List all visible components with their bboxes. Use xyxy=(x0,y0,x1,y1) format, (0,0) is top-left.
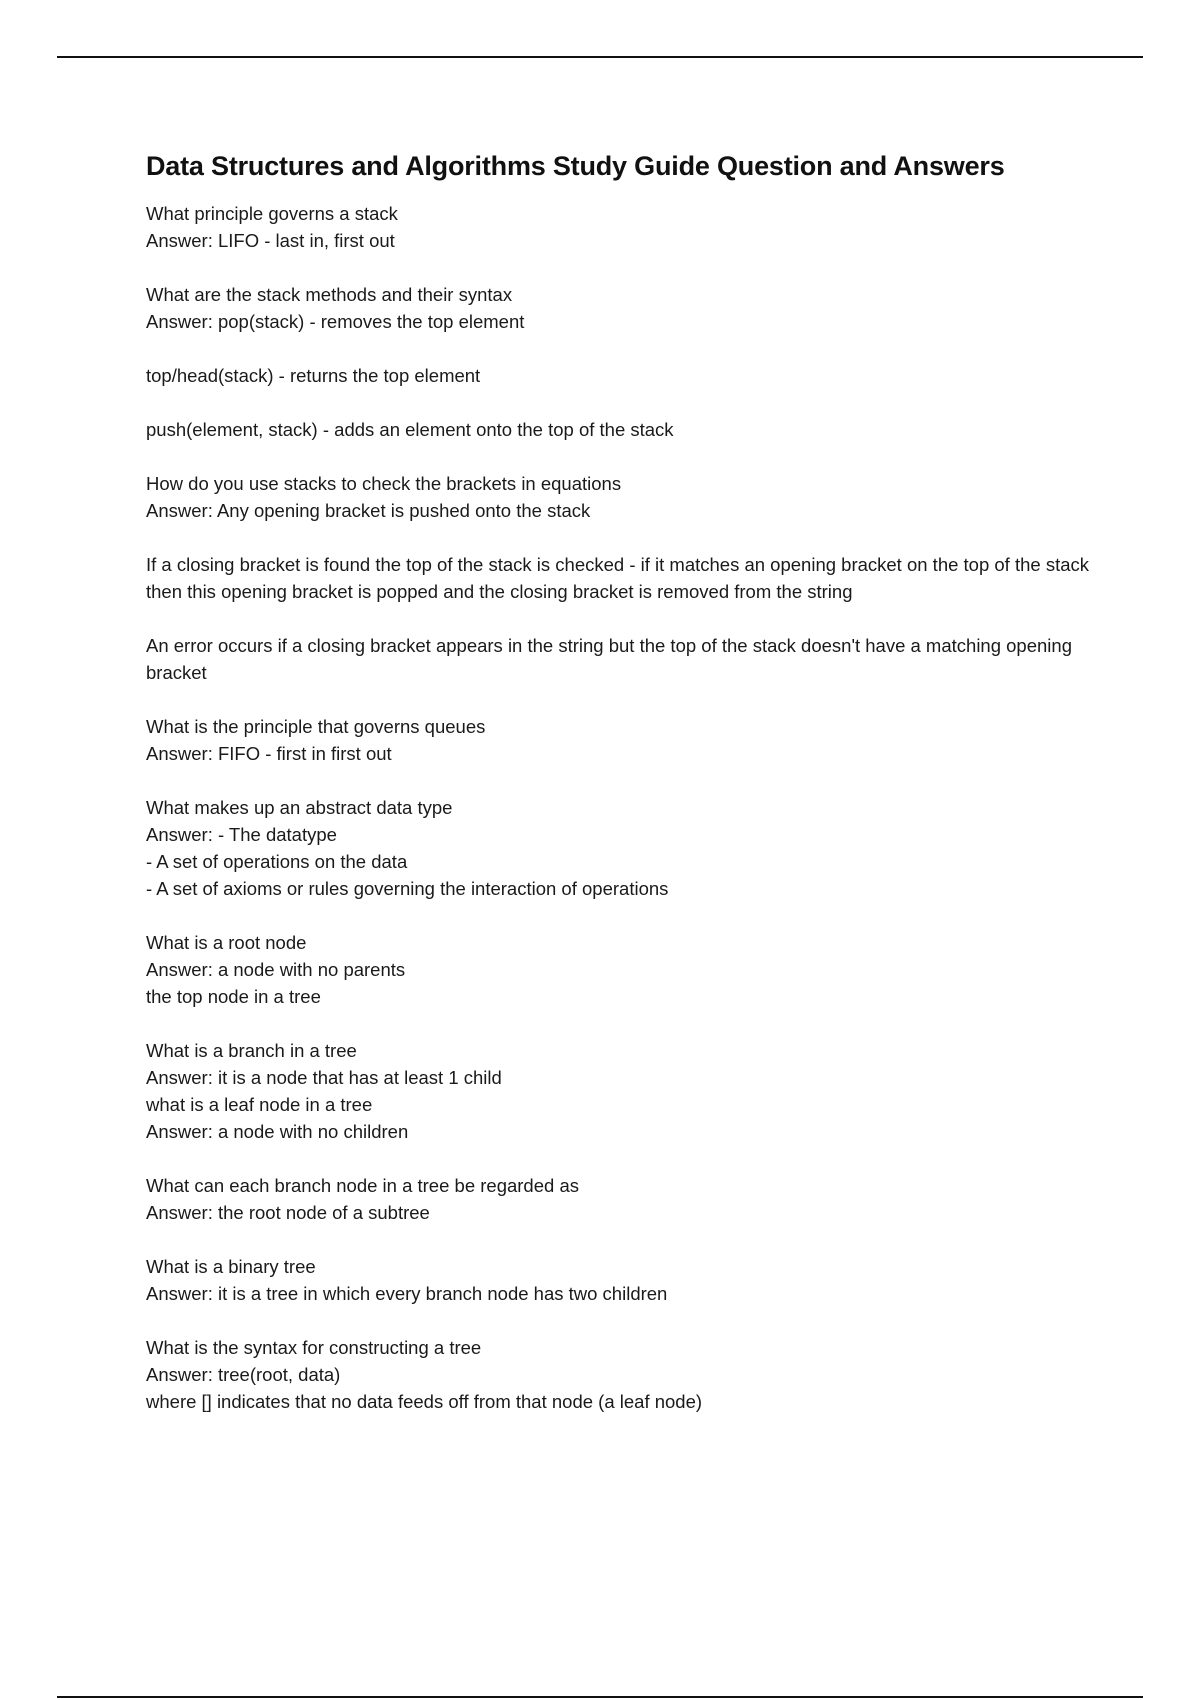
text-line: top/head(stack) - returns the top element xyxy=(146,365,481,386)
header-rule xyxy=(57,56,1143,58)
text-line: Answer: - The datatype xyxy=(146,824,337,845)
qa-block xyxy=(146,794,1096,902)
text-line: What is a binary tree xyxy=(146,1256,316,1277)
qa-block xyxy=(146,200,1096,254)
text-line: An error occurs if a closing bracket appears in the string but the top of the stack doesn't have a matching opening bracket xyxy=(146,635,1072,683)
text-line: What is the syntax for constructing a tree xyxy=(146,1337,482,1358)
text-line: What are the stack methods and their syntax xyxy=(146,284,513,305)
text-line: Answer: tree(root, data) xyxy=(146,1364,341,1385)
qa-block xyxy=(146,281,1096,335)
text-line: the top node in a tree xyxy=(146,986,321,1007)
footer-rule xyxy=(57,1696,1143,1698)
text-line: How do you use stacks to check the brackets in equations xyxy=(146,473,622,494)
text-line: push(element, stack) - adds an element onto the top of the stack xyxy=(146,419,674,440)
text-line: What is a branch in a tree xyxy=(146,1040,357,1061)
text-line: Answer: pop(stack) - removes the top element xyxy=(146,311,525,332)
qa-block xyxy=(146,713,1096,767)
qa-block xyxy=(146,416,1096,443)
text-line: What can each branch node in a tree be regarded as xyxy=(146,1175,579,1196)
qa-list xyxy=(146,200,1096,1415)
qa-block xyxy=(146,1334,1096,1415)
document-body xyxy=(146,146,1096,1442)
qa-block xyxy=(146,1172,1096,1226)
text-line: What makes up an abstract data type xyxy=(146,797,453,818)
qa-block xyxy=(146,1253,1096,1307)
qa-block xyxy=(146,551,1096,605)
qa-block xyxy=(146,632,1096,686)
text-line: What principle governs a stack xyxy=(146,203,398,224)
text-line: What is the principle that governs queues xyxy=(146,716,486,737)
text-line: Answer: LIFO - last in, first out xyxy=(146,230,395,251)
text-line: Answer: the root node of a subtree xyxy=(146,1202,430,1223)
text-line: Answer: Any opening bracket is pushed onto the stack xyxy=(146,500,591,521)
text-line: What is a root node xyxy=(146,932,307,953)
text-line: Answer: a node with no children xyxy=(146,1121,409,1142)
text-line: Answer: a node with no parents xyxy=(146,959,406,980)
text-line: Answer: it is a tree in which every branch node has two children xyxy=(146,1283,668,1304)
text-line: what is a leaf node in a tree xyxy=(146,1094,373,1115)
text-line: Answer: it is a node that has at least 1 child xyxy=(146,1067,502,1088)
text-line: where [] indicates that no data feeds off from that node (a leaf node) xyxy=(146,1391,703,1412)
qa-block xyxy=(146,470,1096,524)
text-line: Answer: FIFO - first in first out xyxy=(146,743,392,764)
text-line: - A set of axioms or rules governing the interaction of operations xyxy=(146,878,669,899)
qa-block xyxy=(146,362,1096,389)
qa-block xyxy=(146,1037,1096,1145)
text-line: If a closing bracket is found the top of the stack is checked - if it matches an opening bracket on the top of the stack then this opening bracket is popped and the closing bracket is removed from the string xyxy=(146,554,1090,602)
text-line: - A set of operations on the data xyxy=(146,851,408,872)
qa-block xyxy=(146,929,1096,1010)
document-title: Data Structures and Algorithms Study Guide Question and Answers xyxy=(146,151,1005,181)
